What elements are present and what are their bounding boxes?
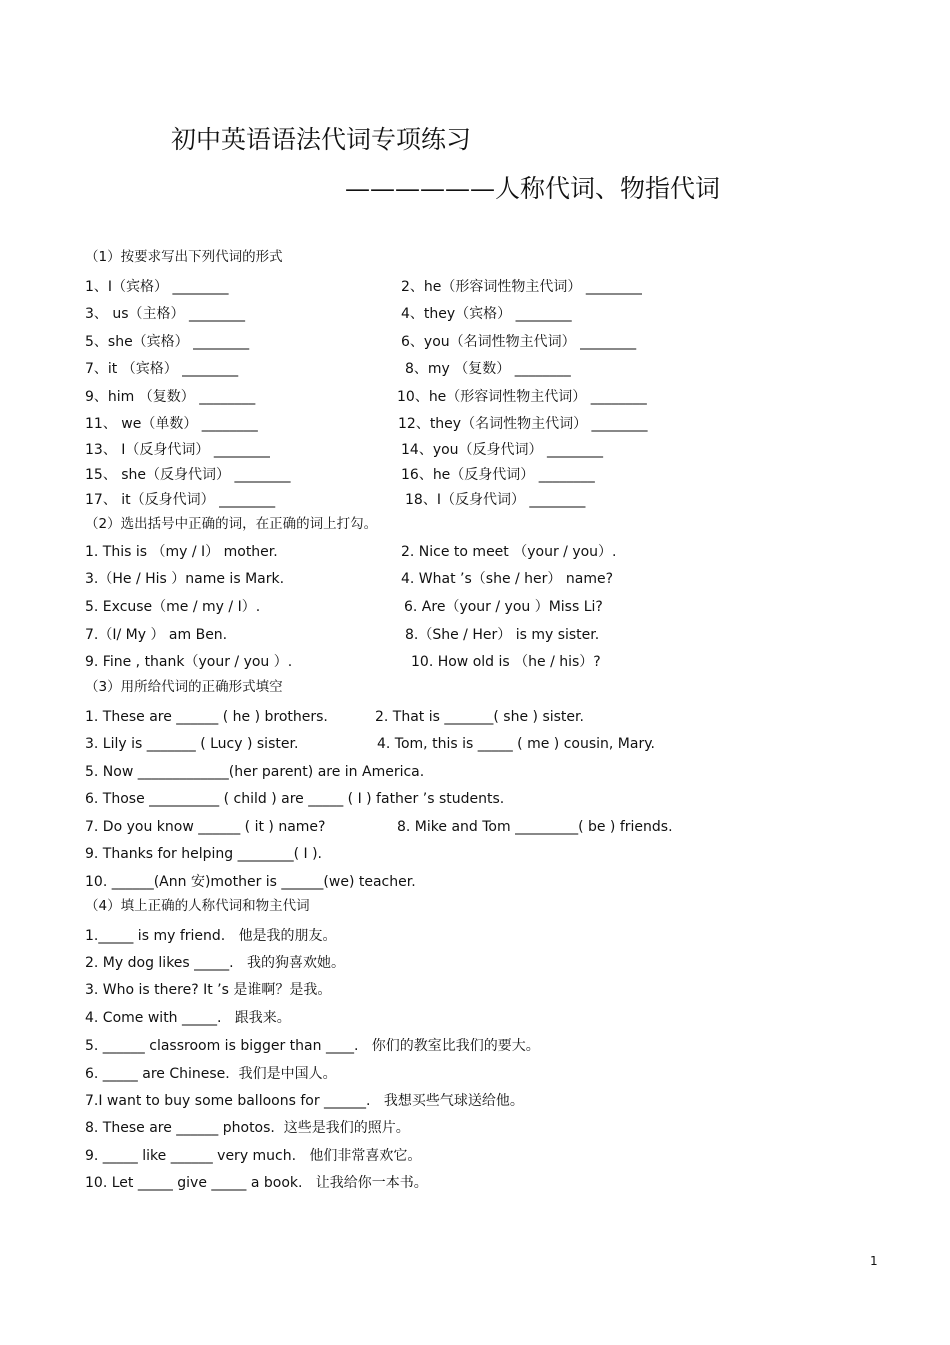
page-title: 初中英语语法代词专项练习 — [171, 125, 472, 154]
list-item: 7、it （宾格） ________ — [85, 361, 239, 377]
list-item: 16、he（反身代词） ________ — [401, 467, 595, 483]
list-item: 13、 I（反身代词） ________ — [85, 442, 270, 458]
list-item: 4. Tom, this is _____ ( me ) cousin, Mary. — [377, 736, 655, 752]
list-item: 8、my （复数） ________ — [405, 361, 571, 377]
list-item: 8.（She / Her） is my sister. — [405, 627, 600, 643]
list-item: 3.（He / His ）name is Mark. — [85, 571, 285, 587]
list-item: 6、you（名词性物主代词） ________ — [401, 334, 637, 350]
list-item: 3、 us（主格） ________ — [85, 306, 245, 322]
list-item: 7. Do you know ______ ( it ) name? — [85, 819, 326, 835]
list-item: 2. My dog likes _____. 我的狗喜欢她。 — [85, 955, 345, 971]
list-item: 7.I want to buy some balloons for ______. 我想买些气球送给他。 — [85, 1093, 524, 1109]
list-item: 6. Those __________ ( child ) are _____ ( I ) father ’s students. — [85, 791, 505, 807]
list-item: 15、 she（反身代词） ________ — [85, 467, 291, 483]
list-item: 4. Come with _____. 跟我来。 — [85, 1010, 291, 1026]
list-item: 1. This is （my / I） mother. — [85, 544, 278, 560]
list-item: 5. ______ classroom is bigger than ____. 你们的教室比我们的要大。 — [85, 1038, 540, 1054]
list-item: 11、 we（单数） ________ — [85, 416, 258, 432]
list-item: 5、she（宾格） ________ — [85, 334, 250, 350]
list-item: 5. Now _____________(her parent) are in America. — [85, 764, 425, 780]
section1-heading: （1）按要求写出下列代词的形式 — [85, 249, 283, 265]
list-item: 1. These are ______ ( he ) brothers. — [85, 709, 328, 725]
list-item: 2. Nice to meet （your / you）. — [401, 544, 617, 560]
list-item: 2. That is _______( she ) sister. — [375, 709, 584, 725]
list-item: 4、they（宾格） ________ — [401, 306, 572, 322]
list-item: 3. Lily is _______ ( Lucy ) sister. — [85, 736, 299, 752]
page-number: 1 — [870, 1254, 878, 1268]
section4-heading: （4）填上正确的人称代词和物主代词 — [85, 898, 310, 914]
list-item: 8. Mike and Tom _________( be ) friends. — [397, 819, 673, 835]
list-item: 8. These are ______ photos. 这些是我们的照片。 — [85, 1120, 410, 1136]
list-item: 17、 it（反身代词） ________ — [85, 492, 276, 508]
page-subtitle: ——————人称代词、物指代词 — [345, 174, 721, 203]
list-item: 3. Who is there? It ’s 是谁啊？是我。 — [85, 982, 332, 998]
list-item: 10. How old is （he / his）? — [411, 654, 601, 670]
list-item: 9. _____ like ______ very much. 他们非常喜欢它。 — [85, 1148, 422, 1164]
section2-heading: （2）选出括号中正确的词，在正确的词上打勾。 — [85, 516, 378, 532]
list-item: 1、I（宾格） ________ — [85, 279, 229, 295]
list-item: 10、he（形容词性物主代词） ________ — [397, 389, 647, 405]
list-item: 6. Are（your / you ）Miss Li? — [404, 599, 603, 615]
list-item: 10. ______(Ann 安)mother is ______(we) teacher. — [85, 874, 416, 890]
list-item: 9. Fine , thank（your / you ）. — [85, 654, 293, 670]
list-item: 9. Thanks for helping ________( I ). — [85, 846, 323, 862]
list-item: 5. Excuse（me / my / I）. — [85, 599, 261, 615]
list-item: 12、they（名词性物主代词） ________ — [398, 416, 648, 432]
list-item: 1._____ is my friend. 他是我的朋友。 — [85, 928, 337, 944]
section3-heading: （3）用所给代词的正确形式填空 — [85, 679, 283, 695]
list-item: 4. What ’s（she / her） name? — [401, 571, 614, 587]
list-item: 18、I（反身代词） ________ — [405, 492, 586, 508]
list-item: 7.（I/ My ） am Ben. — [85, 627, 228, 643]
list-item: 9、him （复数） ________ — [85, 389, 256, 405]
list-item: 6. _____ are Chinese. 我们是中国人。 — [85, 1066, 337, 1082]
list-item: 10. Let _____ give _____ a book. 让我给你一本书。 — [85, 1175, 428, 1191]
list-item: 2、he（形容词性物主代词） ________ — [401, 279, 642, 295]
list-item: 14、you（反身代词） ________ — [401, 442, 603, 458]
